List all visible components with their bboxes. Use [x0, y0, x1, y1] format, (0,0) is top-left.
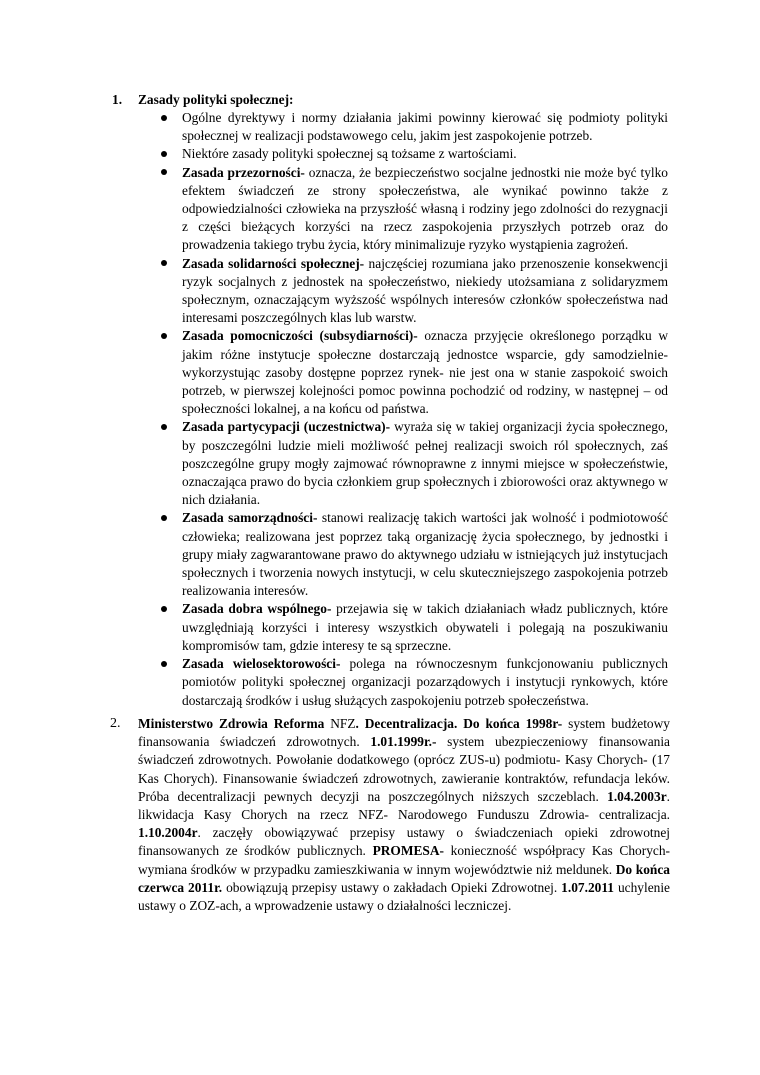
item-text: przejawia się w takich działaniach władz publicznych, które uwzględniają korzyści i interesy wszystkich obywateli i polegają na poszukiwaniu kompromisów tam, gdzie interesy te są sprzeczne.	[182, 601, 668, 653]
list-item	[182, 509, 668, 600]
text-segment: . Decentralizacja. Do końca 1998r-	[355, 716, 563, 731]
list-item	[182, 164, 668, 255]
bullet-icon	[161, 115, 167, 121]
principles-list	[182, 109, 668, 710]
section-2-number: 2.	[110, 716, 121, 731]
section-1-number: 1.	[112, 92, 123, 107]
text-segment: . likwidacja Kasy Chorych na rzecz NFZ- Narodowego Funduszu Zdrowia- centralizacja.	[138, 788, 670, 823]
bullet-icon	[161, 515, 167, 521]
list-item	[182, 600, 668, 655]
item-text: oznacza przyjęcie określonego porządku w jakim różne instytucje społeczne dostarczają jednostce wsparcie, gdy samodzielnie- wykorzystując zasoby dostępne poprzez rynek- nie jest ona w stanie zaspokoić swoich potrzeb, w pierwszej kolejności pomoc powinna pochodzić od rodziny, w następnej – od społeczności lokalnej, a na końcu od państwa.	[182, 328, 668, 417]
bullet-icon	[161, 606, 167, 612]
item-text: polega na równoczesnym funkcjonowaniu publicznych pomiotów polityki społecznej organizacji pozarządowych i instytucji rynkowych, które dostarczają środków i usług służących zaspokojeniu potrzeb społeczeństwa.	[182, 656, 668, 708]
text-segment: konieczność współpracy Kas Chorych- wymiana środków w przypadku zamieszkiwania w innym województwie niż meldunek.	[138, 843, 670, 877]
bullet-icon	[161, 333, 167, 339]
text-segment: obowiązują przepisy ustawy o zakładach Opieki Zdrowotnej.	[222, 879, 562, 895]
item-text: wyraża się w takiej organizacji życia społecznego, by poszczególni ludzie mieli możliwość pełnej realizacji swoich ról społecznych, zaś poszczególne grupy mogły zajmować równoprawne z innymi miejsce w społeczeństwie, oznaczająca prawo do bycia członkiem grup społecznych i zbiorowości oraz aktywnego w nich działania.	[182, 419, 669, 508]
list-item	[182, 418, 668, 509]
bullet-icon	[161, 260, 167, 266]
item-term: Zasada samorządności-	[182, 510, 318, 526]
section-1-heading	[112, 91, 294, 109]
list-item	[182, 145, 668, 163]
text-segment: system ubezpieczeniowy finansowania świadczeń zdrowotnych. Powołanie dodatkowego (oprócz ZUS-u) podmiotu- Kasy Chorych- (17 Kas Chorych). Finansowanie świadczeń zdrowotnych, zawieranie kontraktów, refundacja leków. Próba decentralizacji pewnych decyzji na poszczególnych niższych szczeblach.	[138, 734, 670, 804]
bullet-icon	[161, 661, 167, 667]
text-segment: 1.07.2011	[561, 879, 614, 895]
item-term: Zasada przezorności-	[182, 164, 305, 180]
section-1-title: Zasady polityki społecznej:	[138, 92, 294, 107]
section-2-paragraph	[138, 715, 670, 915]
list-item	[182, 109, 668, 145]
list-item	[182, 255, 668, 328]
list-item	[182, 655, 668, 710]
text-segment: 1.04.2003r	[607, 788, 667, 804]
item-term: Zasada dobra wspólnego-	[182, 601, 332, 617]
bullet-icon	[161, 424, 167, 430]
text-segment: system budżetowy finansowania świadczeń zdrowotnych.	[138, 716, 670, 750]
item-text: stanowi realizację takich wartości jak wolność i podmiotowość człowieka; realizowana jest poprzez taką organizację życia społecznego, by jednostki i grupy miały zagwarantowane prawo do aktywnego udziału w istniejących już instytucjach społecznych i tworzenia nowych instytucji, w celu skuteczniejszego zaspokojenia potrzeb realizowania interesów.	[182, 510, 668, 599]
list-item	[182, 327, 668, 418]
section-2	[110, 715, 670, 915]
item-text: oznacza, że bezpieczeństwo socjalne jednostki nie może być tylko efektem świadczeń ze strony społeczeństwa, ale wynikać powinno także z odpowiedzialności człowieka na przyszłość własną i rodziny jego zdolności do rezygnacji z części bieżących korzyści na rzecz zaspokojenia przyszłych potrzeb oraz do prowadzenia takiego trybu życia, który minimalizuje ryzyko wystąpienia zagrożeń.	[182, 164, 668, 253]
text-segment: Do końca czerwca 2011r.	[138, 861, 670, 895]
text-segment: PROMESA-	[372, 843, 444, 859]
item-term: Zasada wielosektorowości-	[182, 656, 341, 672]
text-segment: 1.10.2004r	[138, 825, 198, 841]
item-term: Zasada partycypacji (uczestnictwa)-	[182, 419, 391, 435]
item-text: Niektóre zasady polityki społecznej są tożsame z wartościami.	[182, 146, 517, 162]
item-term: Zasada solidarności społecznej-	[182, 255, 365, 271]
text-segment: 1.01.1999r.-	[370, 734, 437, 750]
bullet-icon	[161, 169, 167, 175]
text-segment: . zaczęły obowiązywać przepisy ustawy o świadczeniach opieki zdrowotnej finansowanych ze środków publicznych.	[138, 825, 670, 859]
item-term: Zasada pomocniczości (subsydiarności)-	[182, 328, 418, 344]
bullet-icon	[161, 151, 167, 157]
item-text: Ogólne dyrektywy i normy działania jakimi powinny kierować się podmioty polityki społecznej w realizacji podstawowego celu, jakim jest zaspokojenie potrzeb.	[182, 110, 668, 144]
item-text: najczęściej rozumiana jako przenoszenie konsekwencji ryzyk socjalnych z jednostek na społeczeństwo, niekiedy utożsamiana z solidaryzmem społecznym, oznaczającym wyższość wspólnych interesów członków społeczeństwa nad interesami poszczególnych klas lub warstw.	[182, 255, 668, 326]
text-segment: uchylenie ustawy o ZOZ-ach, a wprowadzenie ustawy o działalności leczniczej.	[138, 879, 670, 914]
text-segment: NFZ	[324, 716, 356, 731]
text-segment: Ministerstwo Zdrowia Reforma	[138, 716, 325, 731]
